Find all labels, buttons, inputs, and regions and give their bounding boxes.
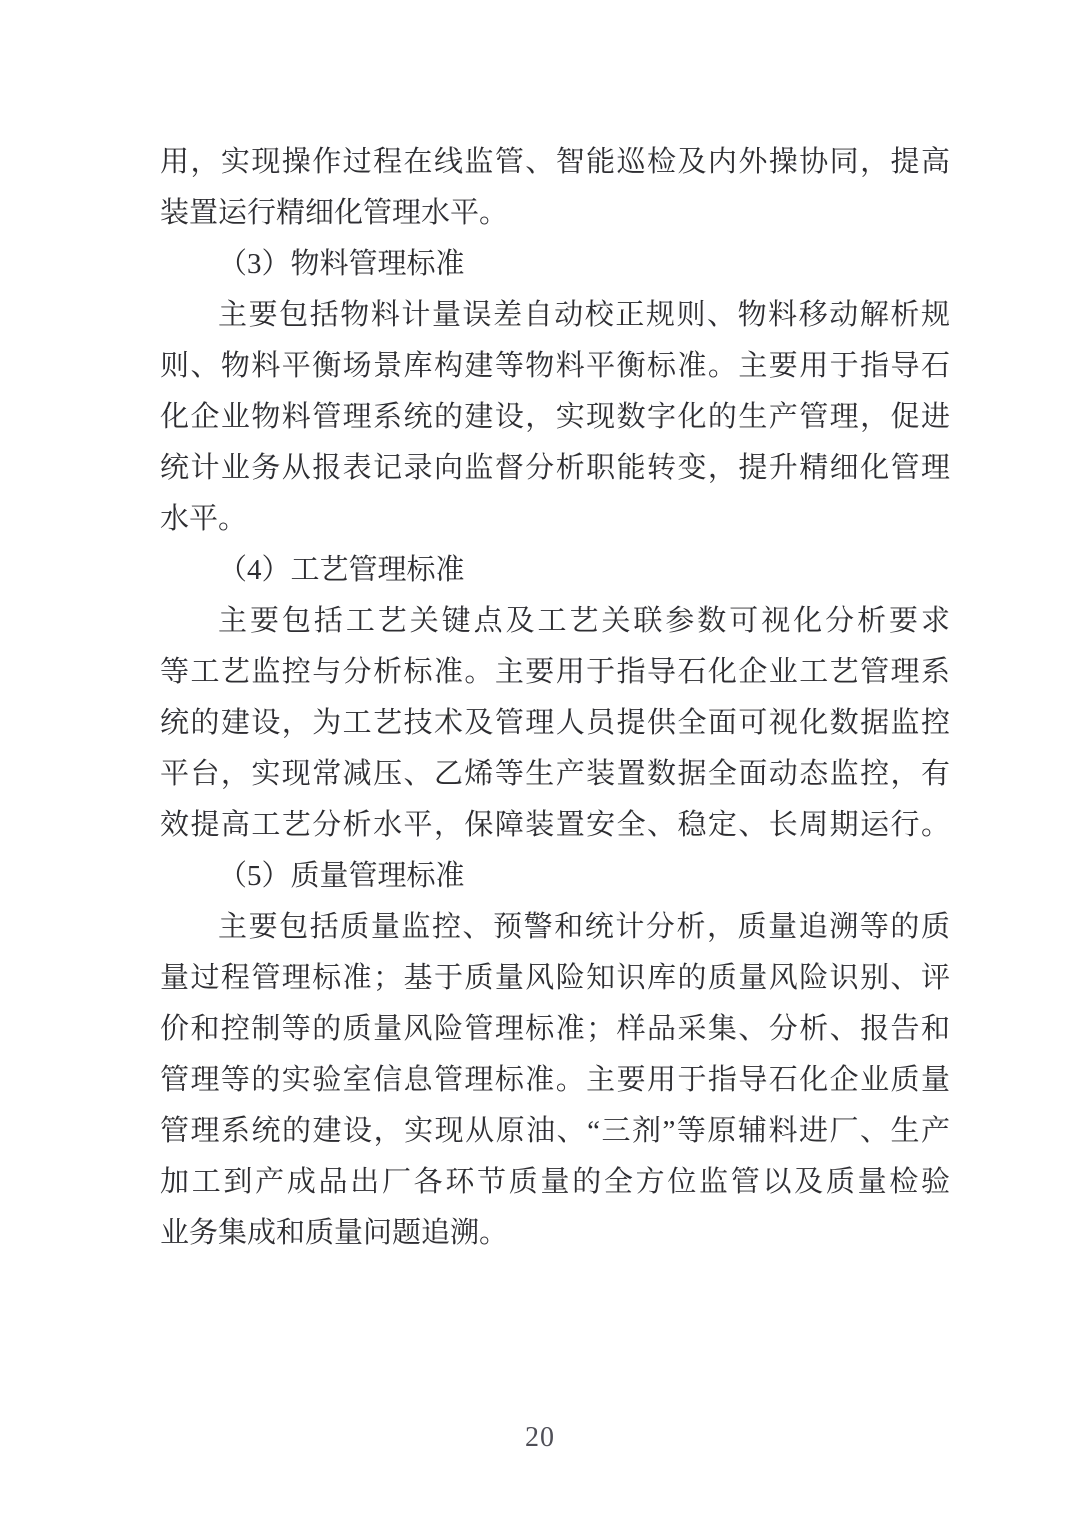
- text-line: 化企业物料管理系统的建设，实现数字化的生产管理，促进: [160, 401, 950, 433]
- text-line: 主要包括质量监控、预警和统计分析，质量追溯等的质: [218, 911, 950, 943]
- text-line: 主要包括工艺关键点及工艺关联参数可视化分析要求: [218, 605, 950, 637]
- text-line: 量过程管理标准；基于质量风险知识库的质量风险识别、评: [160, 962, 950, 994]
- page-number: 20: [525, 1422, 555, 1453]
- section-heading-5: （5）质量管理标准: [218, 860, 465, 892]
- text-line: 管理等的实验室信息管理标准。主要用于指导石化企业质量: [160, 1064, 950, 1096]
- section-heading-3: （3）物料管理标准: [218, 248, 465, 280]
- text-line: 装置运行精细化管理水平。: [160, 197, 509, 229]
- text-line: 效提高工艺分析水平，保障装置安全、稳定、长周期运行。: [160, 809, 950, 841]
- body-text-block: [160, 137, 950, 1259]
- text-line: 主要包括物料计量误差自动校正规则、物料移动解析规: [218, 299, 950, 331]
- text-line: 统计业务从报表记录向监督分析职能转变，提升精细化管理: [160, 452, 950, 484]
- text-line: 等工艺监控与分析标准。主要用于指导石化企业工艺管理系: [160, 656, 950, 688]
- section-heading-4: （4）工艺管理标准: [218, 554, 465, 586]
- text-line: 统的建设，为工艺技术及管理人员提供全面可视化数据监控: [160, 707, 950, 739]
- text-line: 业务集成和质量问题追溯。: [160, 1217, 509, 1249]
- text-line: 加工到产成品出厂各环节质量的全方位监管以及质量检验: [160, 1166, 950, 1198]
- text-line: 平台，实现常减压、乙烯等生产装置数据全面动态监控，有: [160, 758, 950, 790]
- text-line: 水平。: [160, 503, 248, 535]
- text-line: 用，实现操作过程在线监管、智能巡检及内外操协同，提高: [160, 146, 950, 178]
- text-line: 价和控制等的质量风险管理标准；样品采集、分析、报告和: [160, 1013, 950, 1045]
- text-line: 则、物料平衡场景库构建等物料平衡标准。主要用于指导石: [160, 350, 950, 382]
- text-line: 管理系统的建设，实现从原油、“三剂”等原辅料进厂、生产: [160, 1115, 950, 1147]
